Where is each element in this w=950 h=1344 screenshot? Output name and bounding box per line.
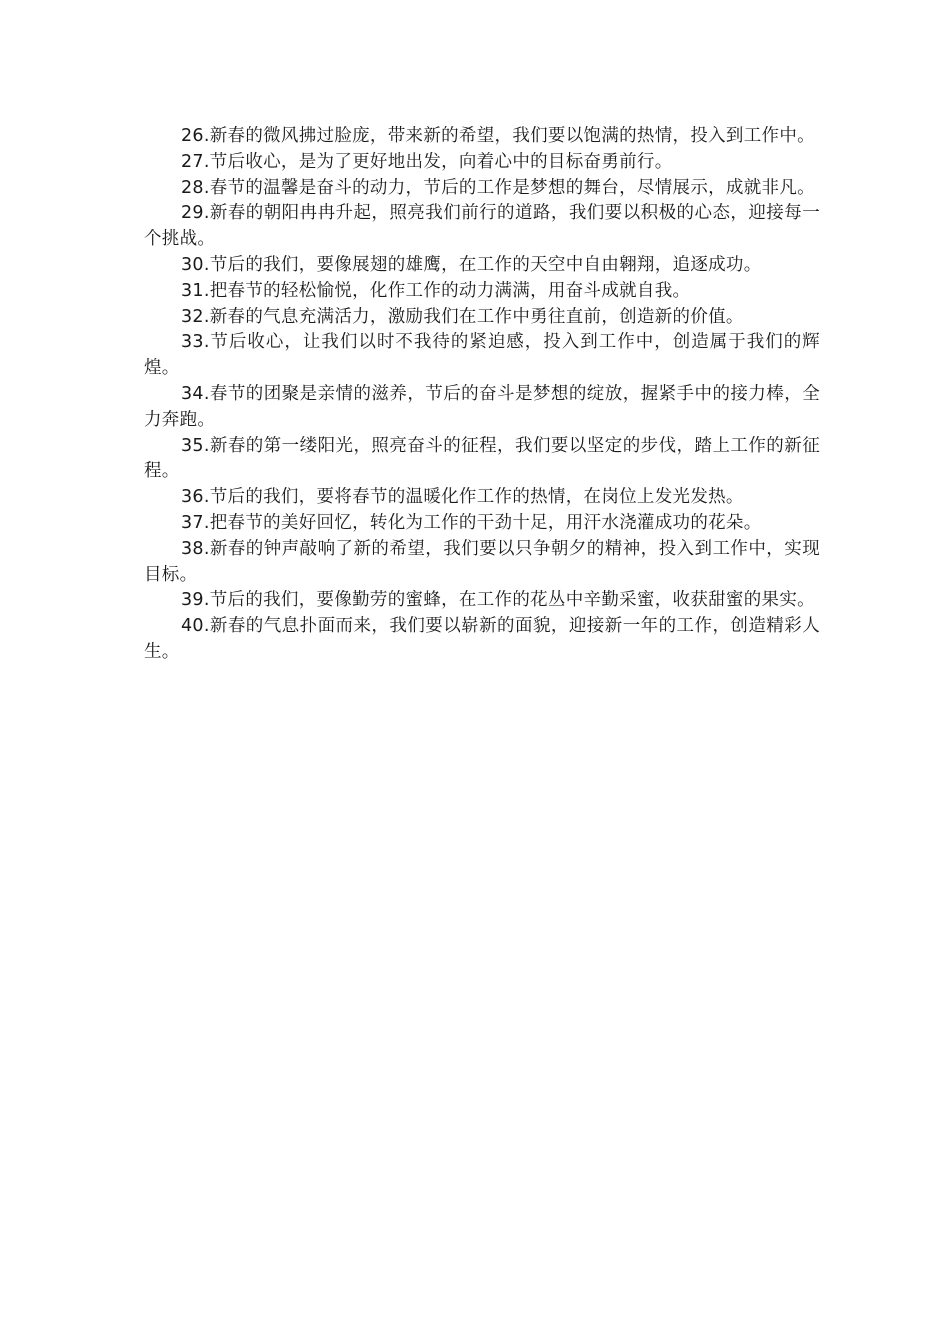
- document-body: [144, 124, 820, 666]
- paragraph-31: 31.把春节的轻松愉悦，化作工作的动力满满，用奋斗成就自我。: [181, 280, 691, 301]
- paragraph-28: 28.春节的温馨是奋斗的动力，节后的工作是梦想的舞台，尽情展示，成就非凡。: [181, 177, 815, 198]
- paragraph-30: 30.节后的我们，要像展翅的雄鹰，在工作的天空中自由翱翔，追逐成功。: [181, 254, 762, 275]
- paragraph-38: 38.新春的钟声敲响了新的希望，我们要以只争朝夕的精神，投入到工作中，实现目标。: [144, 538, 820, 585]
- paragraph-34: 34.春节的团聚是亲情的滋养，节后的奋斗是梦想的绽放，握紧手中的接力棒，全力奔跑。: [144, 383, 820, 430]
- paragraph-35: 35.新春的第一缕阳光，照亮奋斗的征程，我们要以坚定的步伐，踏上工作的新征程。: [144, 435, 820, 482]
- paragraph-33: 33.节后收心，让我们以时不我待的紧迫感，投入到工作中，创造属于我们的辉煌。: [144, 332, 820, 379]
- paragraph-29: 29.新春的朝阳冉冉升起，照亮我们前行的道路，我们要以积极的心态，迎接每一个挑战。: [144, 203, 820, 250]
- paragraph-27: 27.节后收心，是为了更好地出发，向着心中的目标奋勇前行。: [181, 151, 673, 172]
- paragraph-32: 32.新春的气息充满活力，激励我们在工作中勇往直前，创造新的价值。: [181, 306, 744, 327]
- paragraph-36: 36.节后的我们，要将春节的温暖化作工作的热情，在岗位上发光发热。: [181, 487, 744, 508]
- paragraph-37: 37.把春节的美好回忆，转化为工作的干劲十足，用汗水浇灌成功的花朵。: [181, 512, 762, 533]
- paragraph-26: 26.新春的微风拂过脸庞，带来新的希望，我们要以饱满的热情，投入到工作中。: [181, 126, 815, 146]
- paragraph-39: 39.节后的我们，要像勤劳的蜜蜂，在工作的花丛中辛勤采蜜，收获甜蜜的果实。: [181, 590, 815, 611]
- paragraph-40: 40.新春的气息扑面而来，我们要以崭新的面貌，迎接新一年的工作，创造精彩人生。: [144, 616, 820, 662]
